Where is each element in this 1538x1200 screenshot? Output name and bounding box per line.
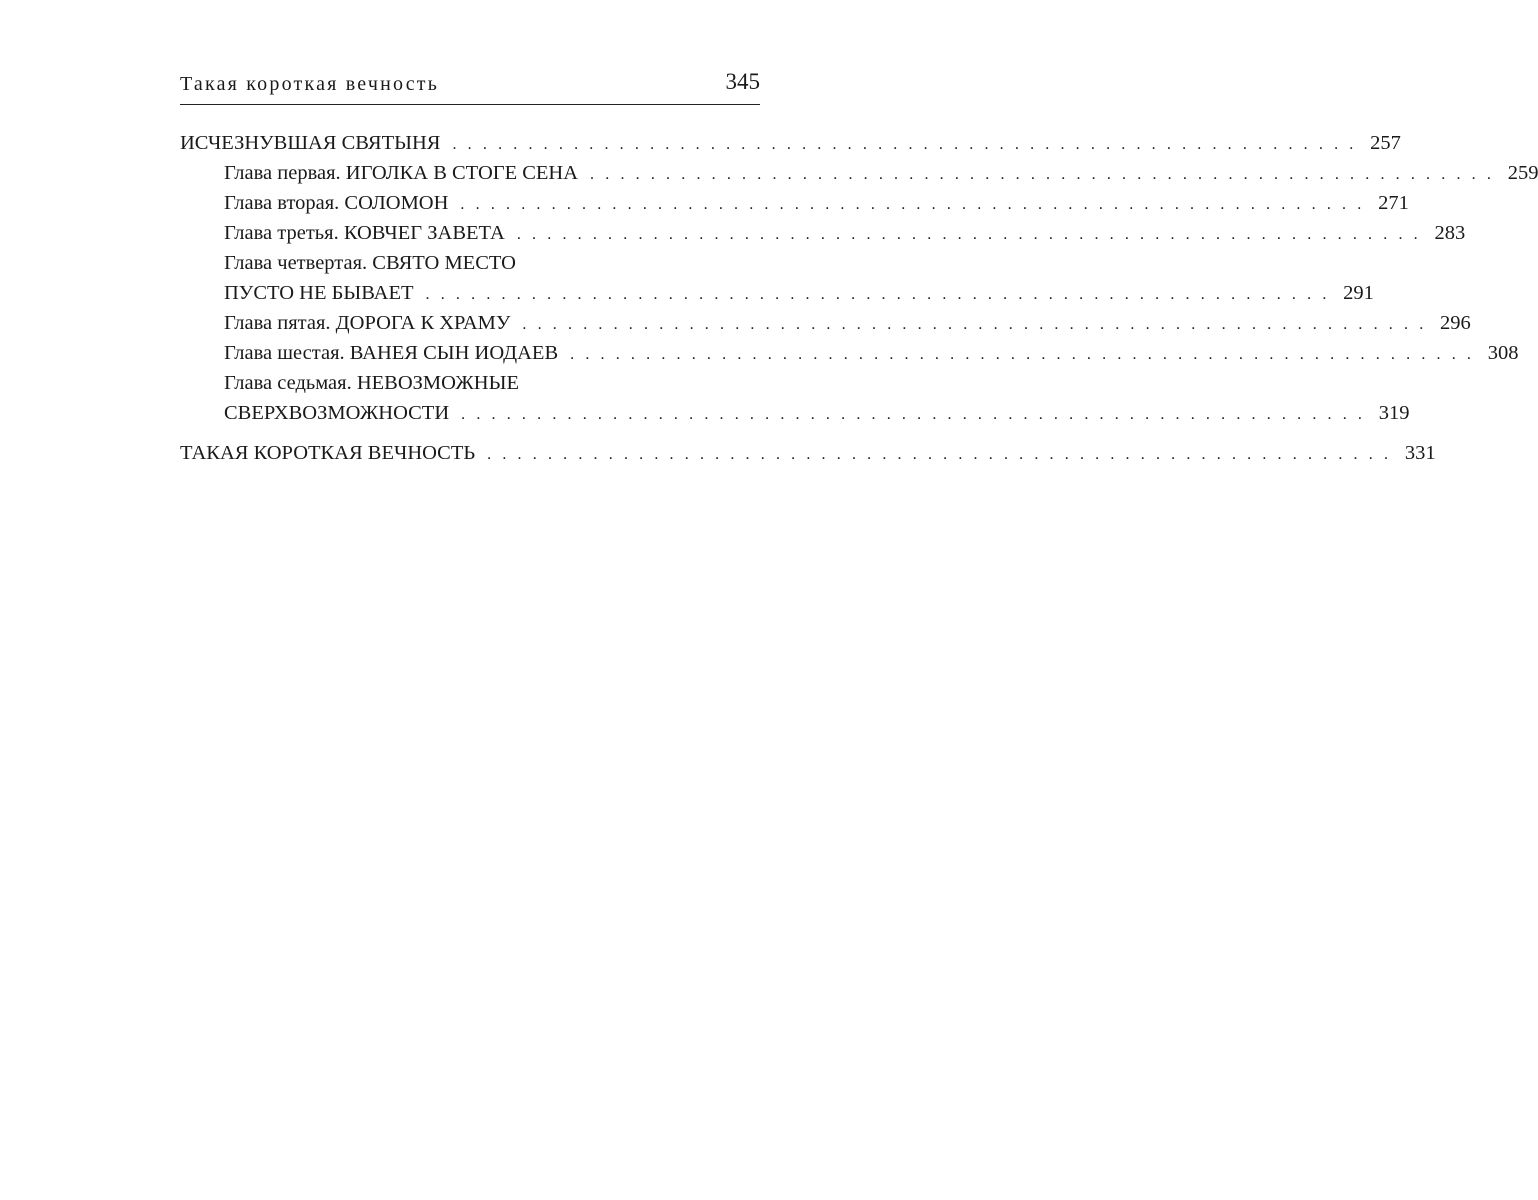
toc-entry-chapter-line2 (180, 278, 1374, 308)
toc-entry-title: Глава первая. ИГОЛКА В СТОГЕ СЕНА (224, 162, 579, 184)
dot-leader: . . . . . . . . . . . . . . . . . . . . . . . . . . . . . . . . . . . . . . . . . . . . . . . . . . . . . . . . . . . . (461, 406, 1366, 423)
toc-entry-title: Глава седьмая. НЕВОЗМОЖНЫЕ (224, 372, 520, 394)
running-title: Такая короткая вечность (180, 73, 440, 95)
toc-entry-page: 319 (1378, 402, 1410, 424)
toc-entry-chapter (180, 218, 1466, 248)
dot-leader: . . . . . . . . . . . . . . . . . . . . . . . . . . . . . . . . . . . . . . . . . . . . . . . . . . . . . . . . . . . . (487, 446, 1392, 463)
dot-leader: . . . . . . . . . . . . . . . . . . . . . . . . . . . . . . . . . . . . . . . . . . . . . . . . . . . . . . . . . . . . (590, 166, 1495, 183)
toc-entry-title: Глава шестая. ВАНЕЯ СЫН ИОДАЕВ (224, 342, 559, 364)
toc-entry-page: 291 (1343, 282, 1374, 304)
dot-leader: . . . . . . . . . . . . . . . . . . . . . . . . . . . . . . . . . . . . . . . . . . . . . . . . . . . . . . . . . . . . (425, 286, 1330, 303)
table-of-contents (180, 128, 1538, 468)
dot-leader: . . . . . . . . . . . . . . . . . . . . . . . . . . . . . . . . . . . . . . . . . . . . . . . . . . . . . . . . . . . . (452, 136, 1357, 153)
toc-entry-chapter (180, 308, 1471, 338)
dot-leader: . . . . . . . . . . . . . . . . . . . . . . . . . . . . . . . . . . . . . . . . . . . . . . . . . . . . . . . . . . . . (570, 346, 1475, 363)
toc-entry-page: 271 (1378, 192, 1409, 214)
toc-entry-title: Глава четвертая. СВЯТО МЕСТО (224, 252, 516, 274)
dot-leader: . . . . . . . . . . . . . . . . . . . . . . . . . . . . . . . . . . . . . . . . . . . . . . . . . . . . . . . . . . . . (460, 196, 1365, 213)
toc-entry-title-continued: ПУСТО НЕ БЫВАЕТ (224, 282, 414, 304)
toc-entry-page: 308 (1487, 342, 1519, 364)
running-header (180, 68, 760, 105)
dot-leader: . . . . . . . . . . . . . . . . . . . . . . . . . . . . . . . . . . . . . . . . . . . . . . . . . . . . . . . . . . . . (516, 226, 1422, 243)
toc-entry-title: ТАКАЯ КОРОТКАЯ ВЕЧНОСТЬ (180, 442, 476, 464)
toc-entry-title: Глава вторая. СОЛОМОН (224, 192, 449, 214)
toc-entry-part (180, 128, 1401, 158)
toc-entry-title: Глава пятая. ДОРОГА К ХРАМУ (224, 312, 511, 334)
toc-entry-page: 257 (1370, 132, 1401, 154)
toc-entry-title: Глава третья. КОВЧЕГ ЗАВЕТА (224, 222, 505, 244)
toc-entry-chapter (180, 338, 1519, 368)
toc-entry-title-continued: СВЕРХВОЗМОЖНОСТИ (224, 402, 450, 424)
toc-entry-page: 283 (1434, 222, 1466, 244)
toc-entry-chapter (180, 158, 1538, 188)
toc-entry-chapter-line1 (180, 368, 760, 398)
toc-entry-part (180, 438, 1436, 468)
page-number: 345 (725, 69, 760, 94)
toc-entry-page: 331 (1404, 442, 1436, 464)
toc-entry-chapter-line2 (180, 398, 1410, 428)
toc-entry-title: ИСЧЕЗНУВШАЯ СВЯТЫНЯ (180, 132, 441, 154)
dot-leader: . . . . . . . . . . . . . . . . . . . . . . . . . . . . . . . . . . . . . . . . . . . . . . . . . . . . . . . . . . . . (522, 316, 1427, 333)
toc-entry-chapter (180, 188, 1409, 218)
toc-entry-chapter-line1 (180, 248, 760, 278)
toc-entry-page: 259 (1507, 162, 1538, 184)
toc-entry-page: 296 (1440, 312, 1471, 334)
book-page (180, 0, 1538, 1200)
